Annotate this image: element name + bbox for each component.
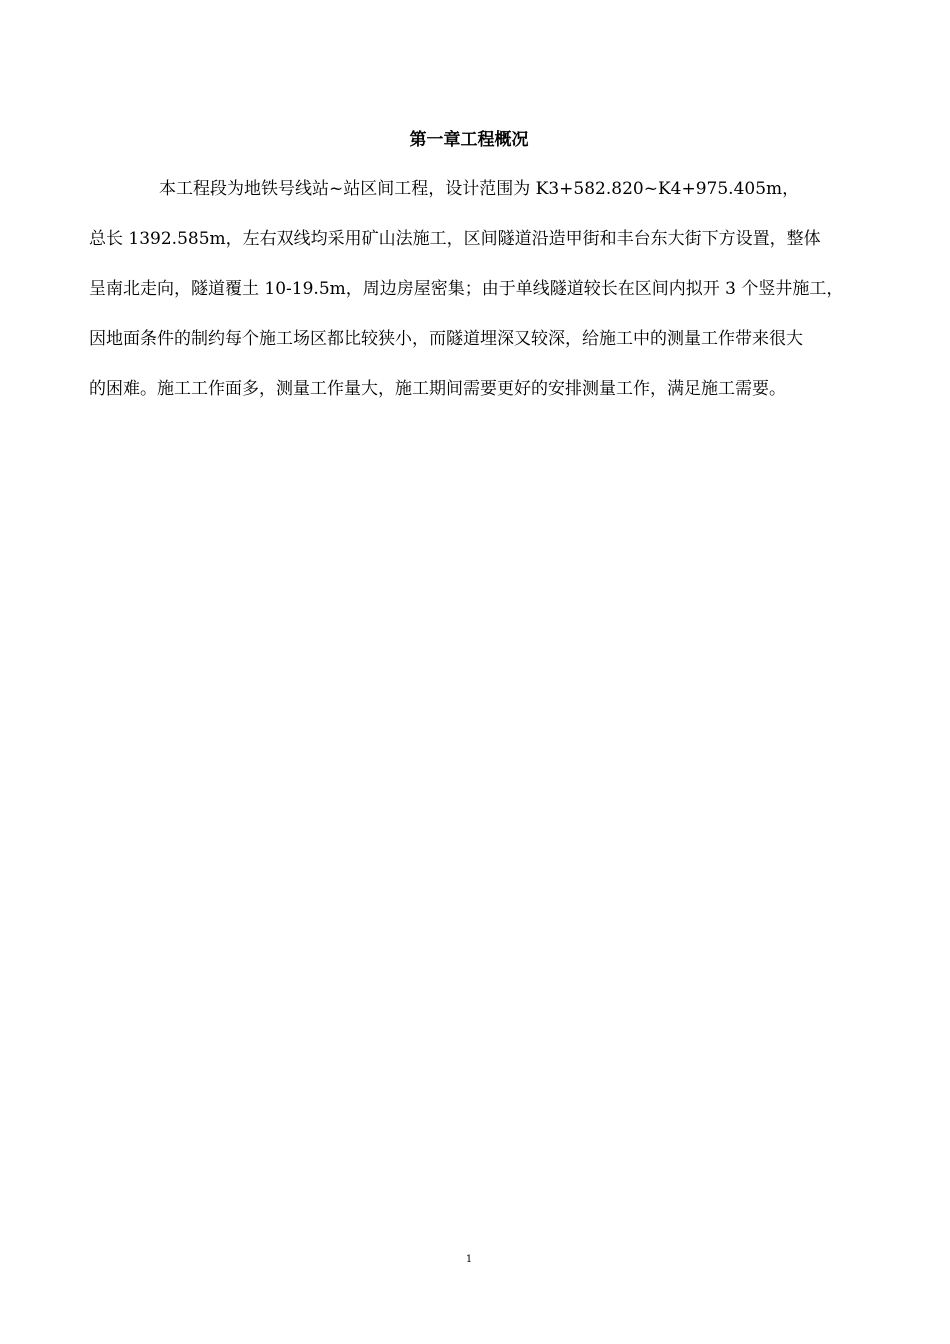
page-number: 1 xyxy=(465,1254,473,1265)
paragraph-line-1: 本工程段为地铁号线站~站区间工程，设计范围为 K3+582.820~K4+975.405m， xyxy=(159,179,800,199)
paragraph-line-2: 总长 1392.585m，左右双线均采用矿山法施工，区间隧道沿造甲街和丰台东大街下方设置，整体 xyxy=(89,229,821,249)
paragraph-line-5: 的困难。施工工作面多，测量工作量大，施工期间需要更好的安排测量工作，满足施工需要。 xyxy=(89,379,786,399)
chapter-title: 第一章工程概况 xyxy=(409,130,529,150)
paragraph-line-4: 因地面条件的制约每个施工场区都比较狭小，而隧道埋深又较深，给施工中的测量工作带来很大 xyxy=(89,329,803,349)
paragraph-line-3: 呈南北走向，隧道覆土 10-19.5m，周边房屋密集；由于单线隧道较长在区间内拟开 3 个竖井施工， xyxy=(89,279,844,299)
